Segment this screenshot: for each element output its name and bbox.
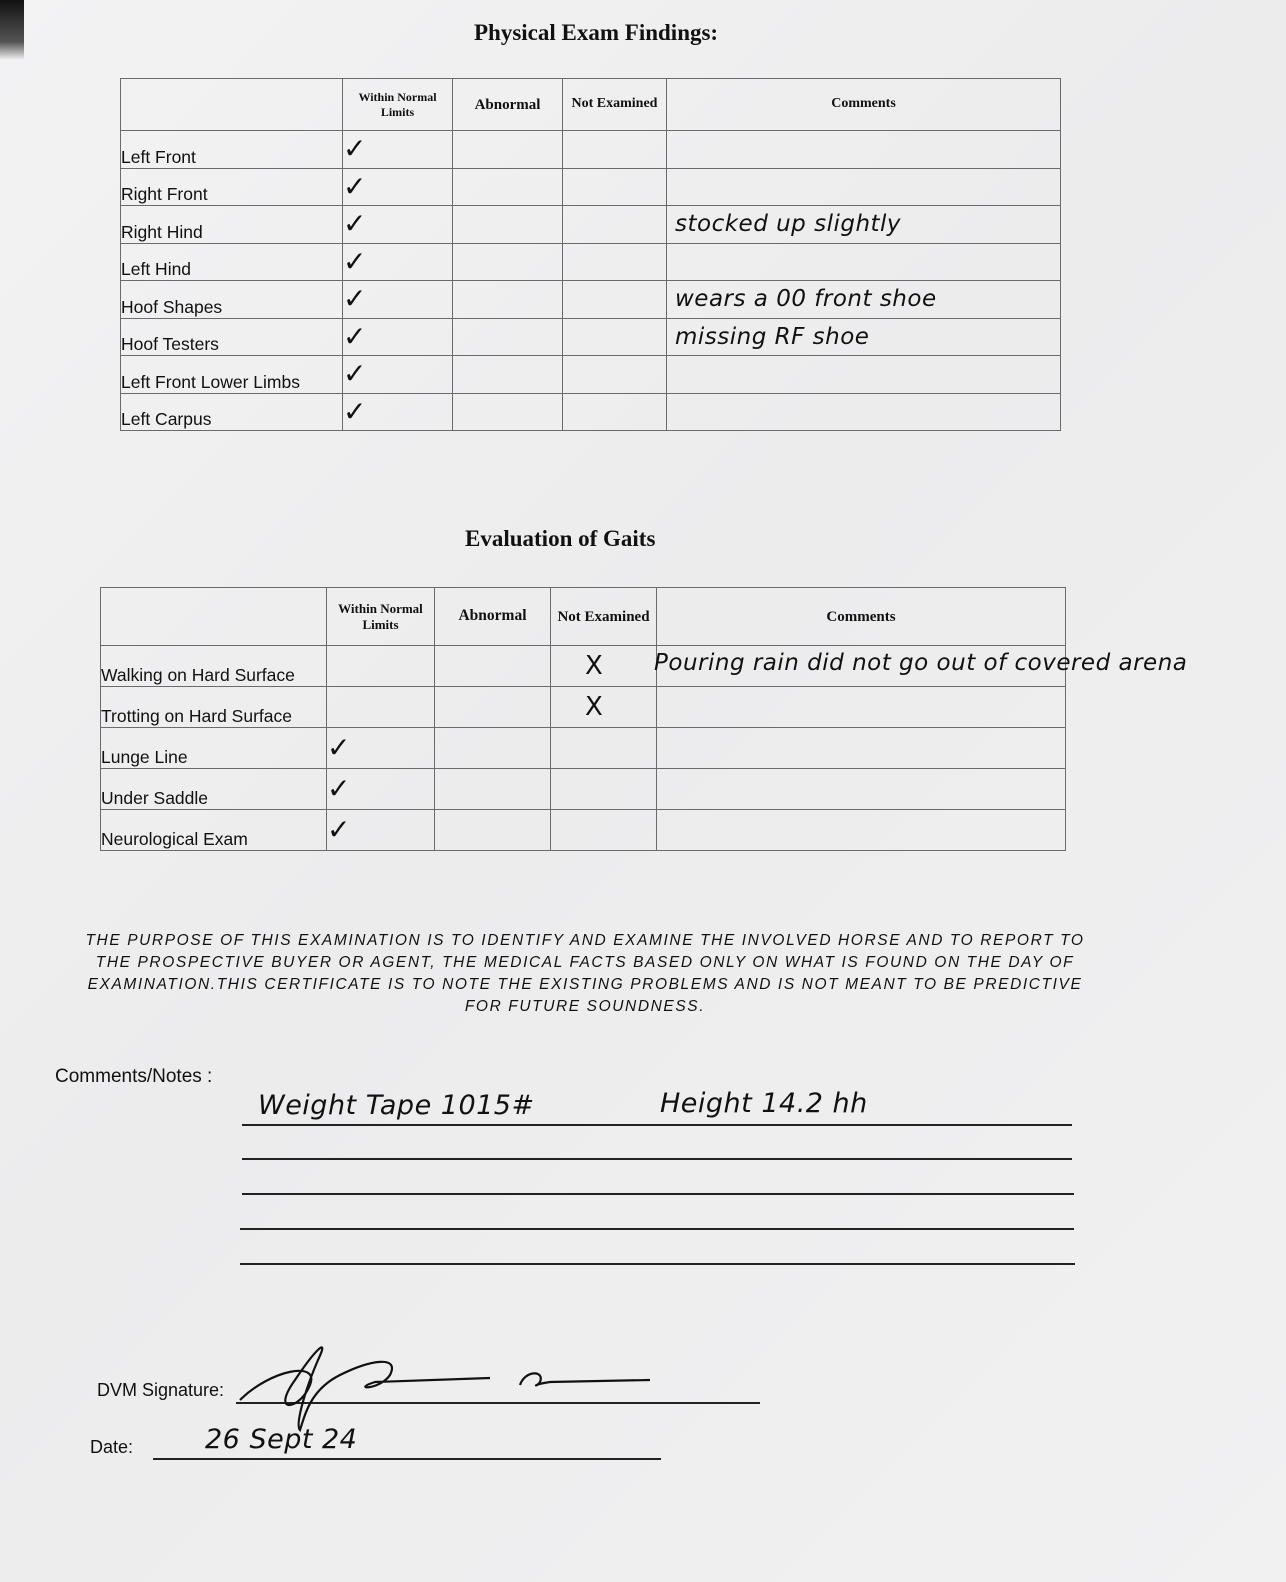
row-label: Left Front Lower Limbs [121, 356, 343, 394]
notes-line-4 [240, 1228, 1074, 1230]
abnormal-cell [453, 356, 563, 394]
notes-height: Height 14.2 hh [660, 1088, 868, 1119]
table-row [121, 393, 1061, 431]
table-row [121, 206, 1061, 244]
within-normal-limits-cell [327, 687, 435, 728]
table-row [101, 810, 1066, 851]
comment-cell [667, 356, 1061, 394]
abnormal-cell [453, 206, 563, 244]
abnormal-cell [435, 810, 551, 851]
header-within-normal-limits: Within Normal Limits [343, 79, 453, 131]
row-label: Neurological Exam [101, 810, 327, 851]
comment-cell [657, 769, 1066, 810]
table-row [121, 168, 1061, 206]
within-normal-limits-cell: ✓ [343, 281, 453, 319]
dvm-signature-label: DVM Signature: [97, 1380, 225, 1400]
not-examined-cell [563, 281, 667, 319]
within-normal-limits-cell: ✓ [343, 356, 453, 394]
not-examined-cell: X [551, 646, 657, 687]
comment-cell [667, 393, 1061, 431]
comments-notes-label: Comments/Notes : [55, 1066, 213, 1087]
date-label: Date: [90, 1437, 134, 1457]
gaits-title: Evaluation of Gaits [465, 526, 656, 551]
row-label: Right Hind [121, 206, 343, 244]
notes-line-2 [242, 1158, 1072, 1160]
date-line [153, 1458, 661, 1460]
row-label: Under Saddle [101, 769, 327, 810]
gaits-walking-comment: Pouring rain did not go out of covered arena [654, 650, 1188, 676]
header-within-normal-limits: Within Normal Limits [327, 588, 435, 646]
not-examined-cell [563, 318, 667, 356]
comment-cell [657, 810, 1066, 851]
within-normal-limits-cell: ✓ [327, 769, 435, 810]
within-normal-limits-cell: ✓ [327, 728, 435, 769]
abnormal-cell [453, 393, 563, 431]
comment-cell [667, 131, 1061, 169]
table-row [121, 131, 1061, 169]
table-row [121, 281, 1061, 319]
abnormal-cell [435, 646, 551, 687]
row-label: Right Front [121, 168, 343, 206]
table-row [121, 356, 1061, 394]
header-abnormal: Abnormal [453, 79, 563, 131]
within-normal-limits-cell [327, 646, 435, 687]
row-label: Left Carpus [121, 393, 343, 431]
physical-exam-table [120, 78, 1061, 431]
photo-edge-shadow [0, 0, 24, 60]
header-not-examined: Not Examined [551, 588, 657, 646]
row-label: Lunge Line [101, 728, 327, 769]
comment-cell: wears a 00 front shoe [667, 281, 1061, 319]
comment-cell [657, 687, 1066, 728]
not-examined-cell [563, 243, 667, 281]
disclaimer-text: THE PURPOSE OF THIS EXAMINATION IS TO IDENTIFY AND EXAMINE THE INVOLVED HORSE AND TO REPORT TO THE PROSPECTIVE BUYER OR AGENT, THE MEDICAL FACTS BASED ONLY ON WHAT IS FOUND ON THE DAY OF EXAMINATION.THIS CERTIFICATE IS TO NOTE THE EXISTING PROBLEMS AND IS NOT MEANT TO BE PREDICTIVE FOR FUTURE SOUNDNESS. [85, 932, 1085, 1015]
comment-cell: missing RF shoe [667, 318, 1061, 356]
not-examined-cell [563, 131, 667, 169]
header-abnormal: Abnormal [435, 588, 551, 646]
table-row [101, 687, 1066, 728]
header-comments: Comments [667, 79, 1061, 131]
table-row [101, 728, 1066, 769]
comment-cell [667, 168, 1061, 206]
comment-cell [667, 243, 1061, 281]
abnormal-cell [435, 728, 551, 769]
header-comments: Comments [657, 588, 1066, 646]
abnormal-cell [453, 131, 563, 169]
abnormal-cell [453, 243, 563, 281]
not-examined-cell [551, 769, 657, 810]
abnormal-cell [453, 281, 563, 319]
within-normal-limits-cell: ✓ [343, 318, 453, 356]
not-examined-cell: X [551, 687, 657, 728]
table-row [101, 769, 1066, 810]
row-label: Left Hind [121, 243, 343, 281]
abnormal-cell [435, 769, 551, 810]
not-examined-cell [563, 206, 667, 244]
row-label: Left Front [121, 131, 343, 169]
not-examined-cell [563, 168, 667, 206]
comment-cell [657, 728, 1066, 769]
within-normal-limits-cell: ✓ [343, 393, 453, 431]
within-normal-limits-cell: ✓ [343, 206, 453, 244]
not-examined-cell [551, 810, 657, 851]
table-row [121, 318, 1061, 356]
table-row [121, 243, 1061, 281]
notes-line-3 [242, 1193, 1074, 1195]
not-examined-cell [563, 393, 667, 431]
row-label: Walking on Hard Surface [101, 646, 327, 687]
comment-cell: stocked up slightly [667, 206, 1061, 244]
not-examined-cell [563, 356, 667, 394]
gaits-table [100, 587, 1066, 851]
within-normal-limits-cell: ✓ [343, 243, 453, 281]
date-value: 26 Sept 24 [205, 1424, 358, 1455]
within-normal-limits-cell: ✓ [327, 810, 435, 851]
notes-line-1 [242, 1124, 1072, 1126]
physical-exam-title: Physical Exam Findings: [474, 20, 719, 45]
abnormal-cell [453, 168, 563, 206]
header-not-examined: Not Examined [563, 79, 667, 131]
notes-line-5 [240, 1263, 1075, 1265]
abnormal-cell [435, 687, 551, 728]
row-label: Hoof Shapes [121, 281, 343, 319]
row-label: Trotting on Hard Surface [101, 687, 327, 728]
row-label-header [101, 588, 327, 646]
not-examined-cell [551, 728, 657, 769]
notes-weight: Weight Tape 1015# [258, 1090, 535, 1121]
row-label: Hoof Testers [121, 318, 343, 356]
abnormal-cell [453, 318, 563, 356]
within-normal-limits-cell: ✓ [343, 168, 453, 206]
row-label-header [121, 79, 343, 131]
within-normal-limits-cell: ✓ [343, 131, 453, 169]
